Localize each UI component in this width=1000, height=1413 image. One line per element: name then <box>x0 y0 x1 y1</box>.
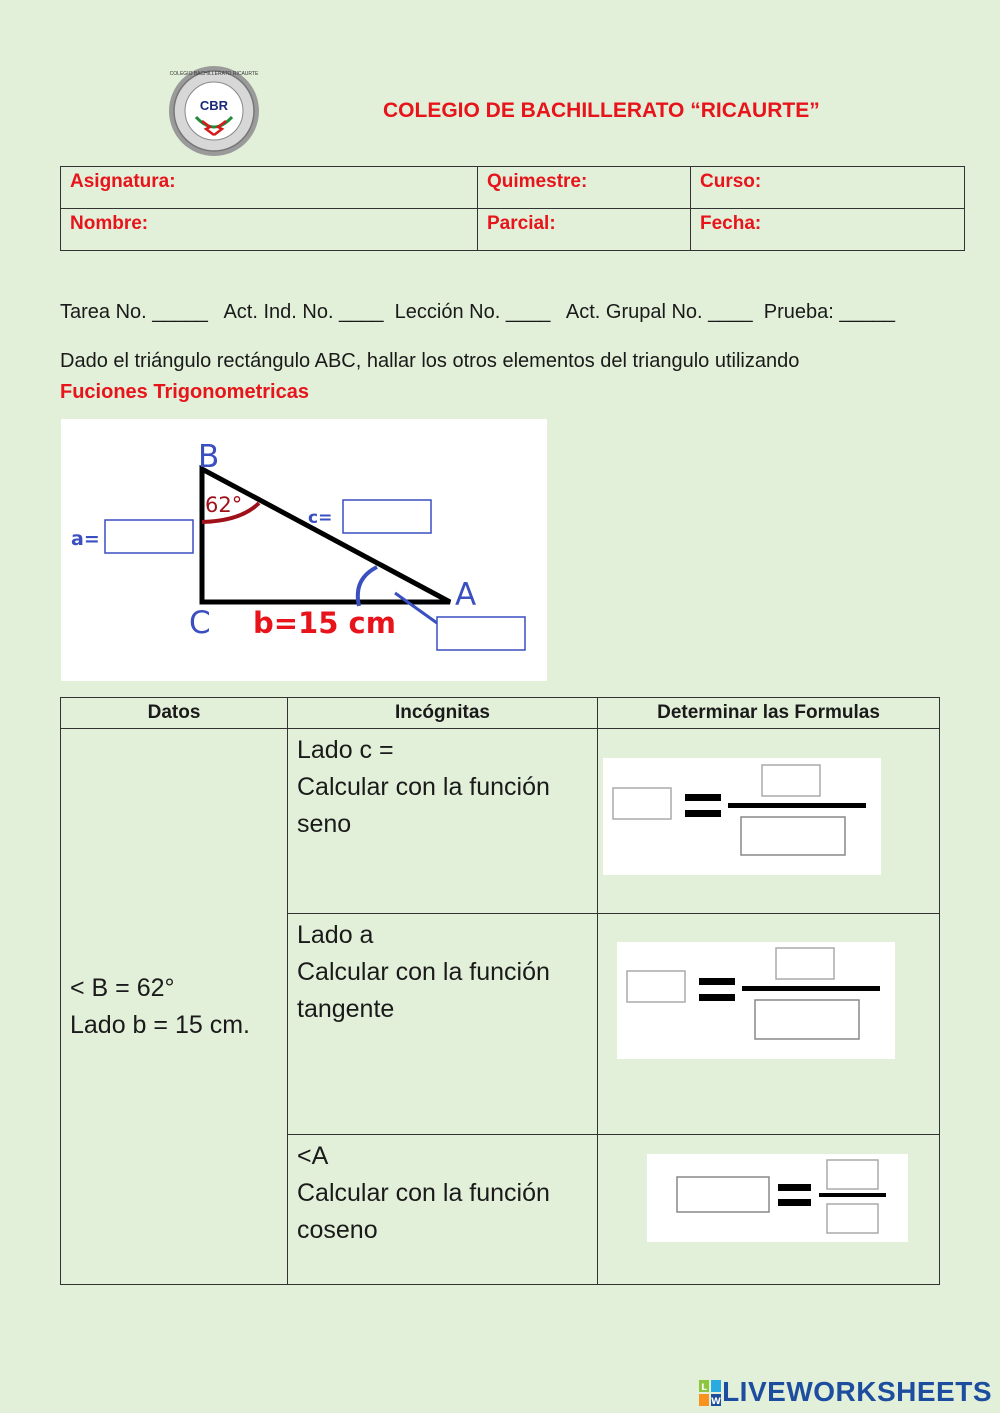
incognita-instruction: Calcular con la función <box>297 958 550 986</box>
instructions-highlight: Fuciones Trigonometricas <box>60 381 309 403</box>
incognita-cell-2 <box>288 914 598 1135</box>
formula-denominator-input[interactable] <box>827 1204 878 1233</box>
header-formulas: Determinar las Formulas <box>598 698 940 729</box>
datos-cell <box>61 729 288 1285</box>
triangle-figure <box>61 419 547 681</box>
equals-sign <box>685 794 721 801</box>
instructions-text: Dado el triángulo rectángulo ABC, hallar los otros elementos del triangulo utilizando <box>60 350 800 372</box>
activity-line: Tarea No. _____ Act. Ind. No. ____ Lección No. ____ Act. Grupal No. ____ Prueba: _____ <box>60 301 895 323</box>
curso-label: Curso: <box>691 167 965 209</box>
incognita-cell-1 <box>288 729 598 914</box>
liveworksheets-brand[interactable]: LIVEWORKSHEETS <box>722 1376 992 1407</box>
fraction-bar <box>728 803 866 808</box>
liveworksheets-logo-icon <box>699 1380 721 1406</box>
formula-result-input[interactable] <box>627 971 685 1002</box>
incognita-title: Lado c = <box>297 736 394 764</box>
formula-denominator-input[interactable] <box>755 1000 859 1039</box>
info-table <box>60 166 965 251</box>
formula-denominator-input[interactable] <box>741 817 845 855</box>
incognita-cell-3 <box>288 1135 598 1285</box>
svg-text:L: L <box>701 1383 707 1393</box>
instructions <box>60 346 799 408</box>
formula-tangente <box>617 942 895 1059</box>
formula-numerator-input[interactable] <box>827 1160 878 1189</box>
equals-sign <box>699 978 735 985</box>
header-datos: Datos <box>61 698 288 729</box>
svg-text:W: W <box>711 1397 721 1406</box>
asignatura-label: Asignatura: <box>61 167 478 209</box>
equals-sign <box>778 1184 811 1191</box>
incognita-title: Lado a <box>297 921 374 949</box>
svg-text:CBR: CBR <box>199 98 229 113</box>
quimestre-label: Quimestre: <box>478 167 691 209</box>
datos-side: Lado b = 15 cm. <box>70 1010 250 1039</box>
vertex-a: A <box>455 577 477 613</box>
fecha-label: Fecha: <box>691 209 965 251</box>
school-name: COLEGIO DE BACHILLERATO “RICAURTE” <box>383 99 820 122</box>
nombre-label: Nombre: <box>61 209 478 251</box>
formula-result-input[interactable] <box>613 788 671 819</box>
formula-numerator-input[interactable] <box>776 948 834 979</box>
side-b-label: b=15 cm <box>253 606 396 640</box>
incognita-instruction: Calcular con la función <box>297 773 550 801</box>
side-a-input[interactable] <box>105 520 193 553</box>
fraction-bar <box>819 1193 886 1197</box>
fraction-bar <box>742 986 880 991</box>
incognita-function: tangente <box>297 995 395 1023</box>
parcial-label: Parcial: <box>478 209 691 251</box>
incognita-instruction: Calcular con la función <box>297 1179 550 1207</box>
side-a-label: a= <box>71 528 100 550</box>
side-c-input[interactable] <box>343 500 431 533</box>
incognita-function: seno <box>297 810 352 838</box>
svg-text:COLEGIO BACHILLERATO RICAURTE: COLEGIO BACHILLERATO RICAURTE <box>169 71 259 77</box>
school-logo <box>168 65 260 157</box>
vertex-c: C <box>189 605 211 641</box>
angle-a-input[interactable] <box>437 617 525 650</box>
incognita-title: <A <box>297 1142 329 1170</box>
vertex-b: B <box>198 439 220 475</box>
datos-angle: < B = 62° <box>70 973 175 1002</box>
formula-seno <box>603 758 881 875</box>
header-incognitas: Incógnitas <box>288 698 598 729</box>
formula-result-input[interactable] <box>677 1177 769 1212</box>
incognita-function: coseno <box>297 1216 378 1244</box>
formula-numerator-input[interactable] <box>762 765 820 796</box>
formula-coseno <box>647 1154 908 1242</box>
angle-b-label: 62° <box>205 493 243 517</box>
side-c-label: c= <box>308 508 333 528</box>
